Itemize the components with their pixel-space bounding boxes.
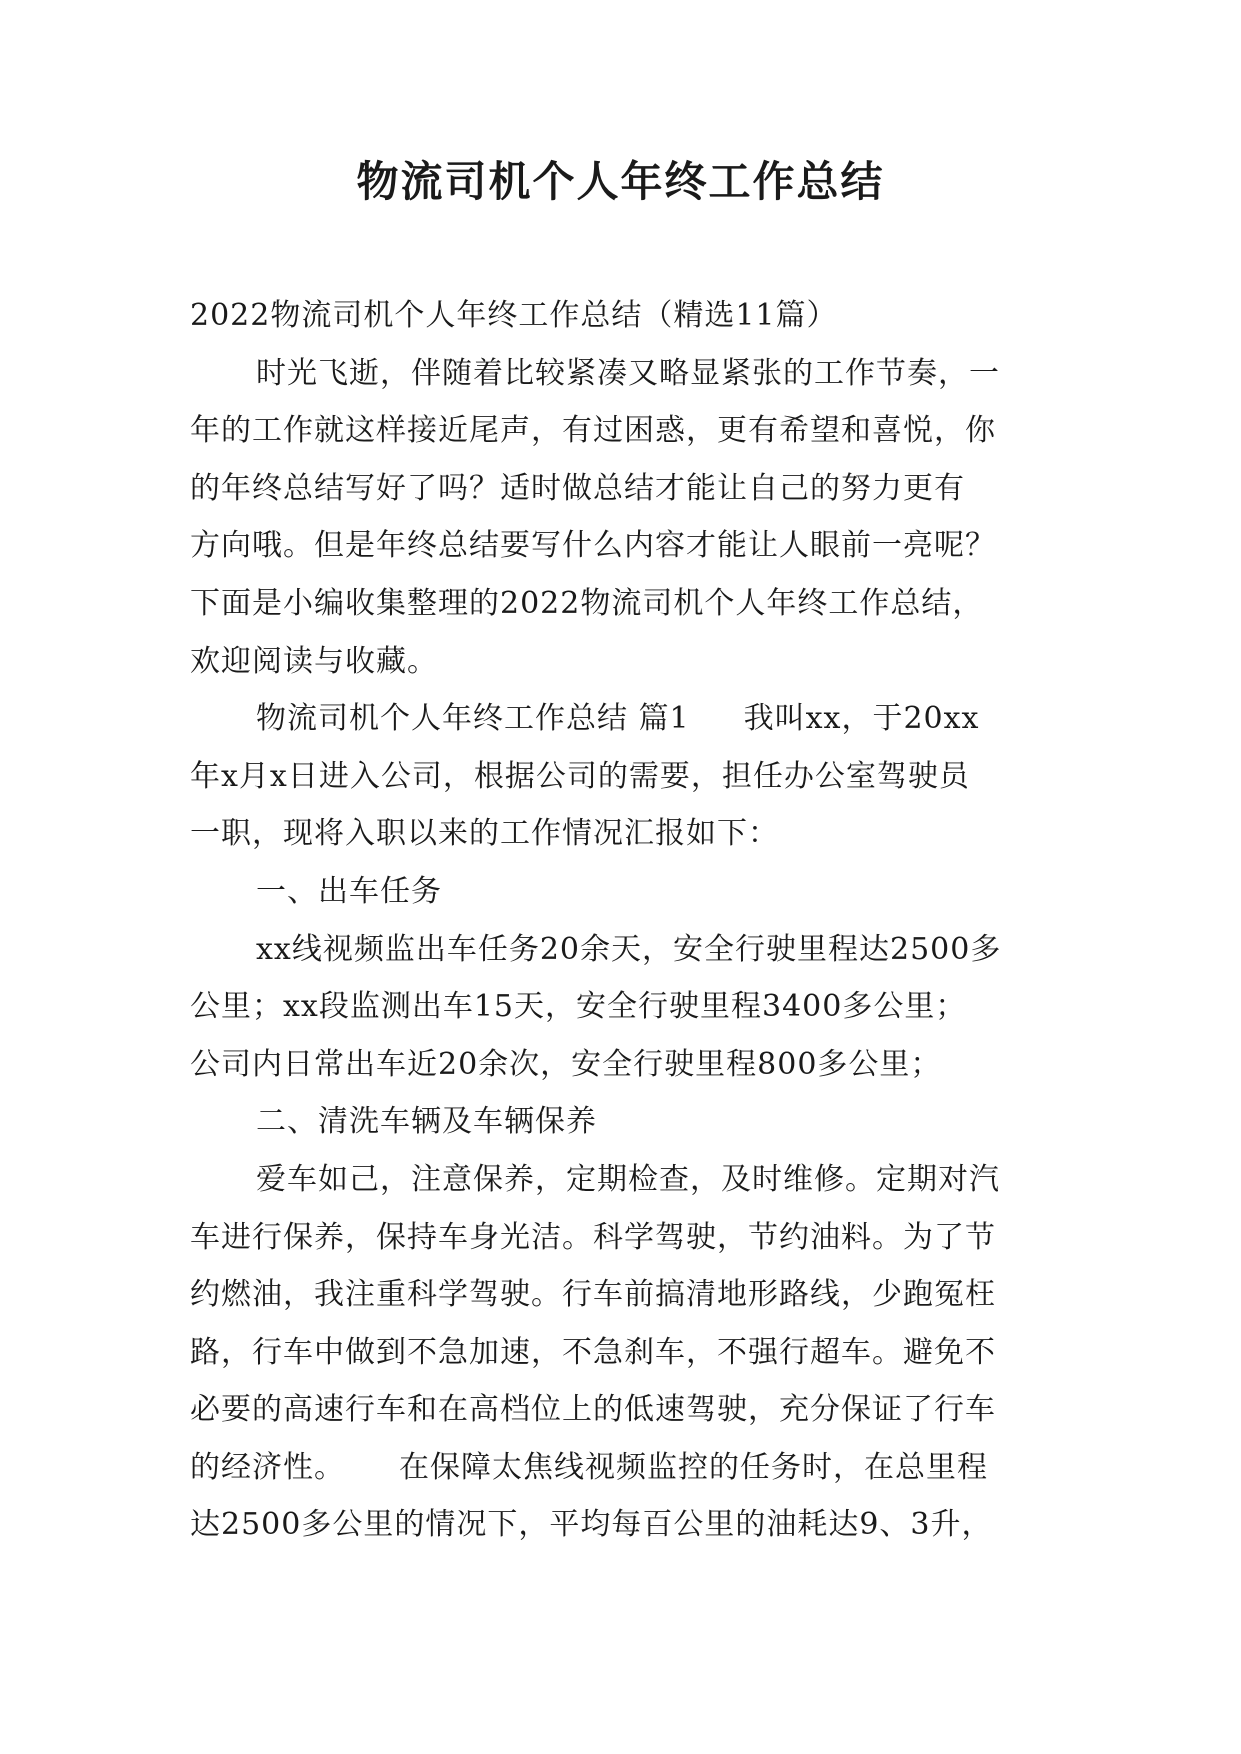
- text-segment: 的经济性。: [190, 1449, 345, 1485]
- text-line: [190, 748, 1058, 806]
- text-line: [190, 460, 1058, 518]
- text-segment: 下面是小编收集整理的2022物流司机个人年终工作总结，: [190, 585, 984, 621]
- text-line: [190, 863, 1058, 921]
- text-line: [190, 402, 1058, 460]
- text-line: [190, 517, 1058, 575]
- text-line: [190, 1093, 1058, 1151]
- text-segment: 物流司机个人年终工作总结 篇1: [256, 701, 690, 737]
- text-line: [190, 1439, 1058, 1497]
- text-segment: 时光飞逝，伴随着比较紧凑又略显紧张的工作节奏，一: [256, 355, 1000, 391]
- text-line: [190, 1151, 1058, 1209]
- text-segment: 约燃油，我注重科学驾驶。行车前搞清地形路线，少跑冤枉: [190, 1277, 996, 1313]
- text-segment: 的年终总结写好了吗？适时做总结才能让自己的努力更有: [190, 470, 965, 506]
- text-segment: 年的工作就这样接近尾声，有过困惑，更有希望和喜悦，你: [190, 413, 996, 449]
- text-segment: 爱车如己，注意保养，定期检查，及时维修。定期对汽: [256, 1161, 1000, 1197]
- text-segment: 我叫xx，于20xx: [743, 701, 980, 737]
- document-body: [190, 287, 1058, 1554]
- text-line: [190, 921, 1058, 979]
- text-line: [190, 805, 1058, 863]
- text-line: [190, 287, 1058, 345]
- text-segment: xx线视频监出车任务20余天，安全行驶里程达2500多: [256, 931, 1002, 967]
- text-line: [190, 1381, 1058, 1439]
- text-line: [190, 1496, 1058, 1554]
- text-segment: 2022物流司机个人年终工作总结（精选11篇）: [190, 298, 838, 333]
- text-line: [190, 690, 1058, 748]
- text-segment: 一、出车任务: [256, 873, 442, 909]
- text-segment: 公里；xx段监测出车15天，安全行驶里程3400多公里；: [190, 989, 967, 1025]
- text-line: [190, 1209, 1058, 1267]
- text-line: [190, 633, 1058, 691]
- text-segment: 二、清洗车辆及车辆保养: [256, 1104, 597, 1140]
- text-segment: 路，行车中做到不急加速，不急刹车，不强行超车。避免不: [190, 1334, 996, 1370]
- text-line: [190, 345, 1058, 403]
- text-line: [190, 1036, 1058, 1094]
- text-segment: 必要的高速行车和在高档位上的低速驾驶，充分保证了行车: [190, 1392, 996, 1428]
- text-segment: 车进行保养，保持车身光洁。科学驾驶，节约油料。为了节: [190, 1219, 996, 1255]
- text-segment: 欢迎阅读与收藏。: [190, 643, 438, 679]
- text-segment: 方向哦。但是年终总结要写什么内容才能让人眼前一亮呢？: [190, 528, 996, 564]
- text-line: [190, 1266, 1058, 1324]
- text-line: [190, 978, 1058, 1036]
- text-segment: 公司内日常出车近20余次，安全行驶里程800多公里；: [190, 1046, 942, 1082]
- text-segment: 在保障太焦线视频监控的任务时，在总里程: [399, 1449, 988, 1485]
- document-title: 物流司机个人年终工作总结: [356, 157, 885, 206]
- text-line: [190, 575, 1058, 633]
- text-line: [190, 1324, 1058, 1382]
- text-segment: 一职，现将入职以来的工作情况汇报如下：: [190, 816, 779, 852]
- text-segment: 达2500多公里的情况下，平均每百公里的油耗达9、3升，: [190, 1507, 993, 1543]
- text-segment: 年x月x日进入公司，根据公司的需要，担任办公室驾驶员: [190, 758, 970, 794]
